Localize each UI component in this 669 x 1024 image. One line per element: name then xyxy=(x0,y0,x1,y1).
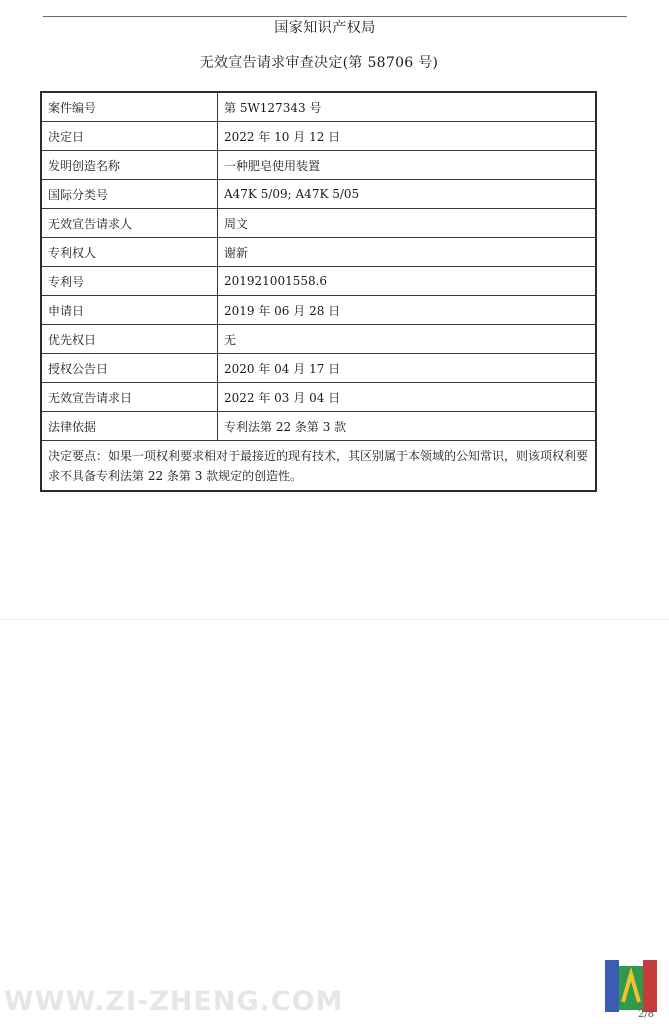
row-label: 授权公告日 xyxy=(41,354,218,383)
row-label: 法律依据 xyxy=(41,412,218,441)
table-row xyxy=(41,383,596,412)
page-divider xyxy=(0,619,669,620)
row-label: 无效宣告请求日 xyxy=(41,383,218,412)
table-row xyxy=(41,354,596,383)
table-row xyxy=(41,238,596,267)
table-row xyxy=(41,296,596,325)
table-row xyxy=(41,180,596,209)
table-row xyxy=(41,92,596,122)
page-number: 2/8 xyxy=(637,1009,654,1020)
table-row xyxy=(41,412,596,441)
logo-right-bar xyxy=(643,960,657,1012)
row-label: 案件编号 xyxy=(41,92,218,122)
office-name: 国家知识产权局 xyxy=(274,20,376,36)
row-value: 201921001558.6 xyxy=(218,267,597,296)
row-label: 专利权人 xyxy=(41,238,218,267)
row-label: 国际分类号 xyxy=(41,180,218,209)
row-label: 发明创造名称 xyxy=(41,151,218,180)
table-row xyxy=(41,209,596,238)
row-value: 周文 xyxy=(218,209,597,238)
table-row xyxy=(41,122,596,151)
row-value: 2022 年 03 月 04 日 xyxy=(218,383,597,412)
row-value: 2020 年 04 月 17 日 xyxy=(218,354,597,383)
row-value: A47K 5/09; A47K 5/05 xyxy=(218,180,597,209)
case-info-table xyxy=(40,91,597,492)
row-value: 谢新 xyxy=(218,238,597,267)
row-label: 申请日 xyxy=(41,296,218,325)
row-value: 2022 年 10 月 12 日 xyxy=(218,122,597,151)
logo-left-bar xyxy=(605,960,619,1012)
site-watermark: WWW.ZI-ZHENG.COM xyxy=(4,986,344,1017)
site-logo xyxy=(603,958,659,1014)
row-value: 无 xyxy=(218,325,597,354)
table-row xyxy=(41,151,596,180)
row-label: 优先权日 xyxy=(41,325,218,354)
row-value: 第 5W127343 号 xyxy=(218,92,597,122)
summary-row xyxy=(41,441,596,492)
document-title: 无效宣告请求审查决定(第 58706 号) xyxy=(199,55,439,71)
table-row xyxy=(41,267,596,296)
row-label: 专利号 xyxy=(41,267,218,296)
row-value: 专利法第 22 条第 3 款 xyxy=(218,412,597,441)
row-label: 无效宣告请求人 xyxy=(41,209,218,238)
table-row xyxy=(41,325,596,354)
row-value: 2019 年 06 月 28 日 xyxy=(218,296,597,325)
row-label: 决定日 xyxy=(41,122,218,151)
decision-summary: 决定要点：如果一项权利要求相对于最接近的现有技术，其区别属于本领域的公知常识，则该项权利要求不具备专利法第 22 条第 3 款规定的创造性。 xyxy=(41,441,596,492)
row-value: 一种肥皂使用装置 xyxy=(218,151,597,180)
